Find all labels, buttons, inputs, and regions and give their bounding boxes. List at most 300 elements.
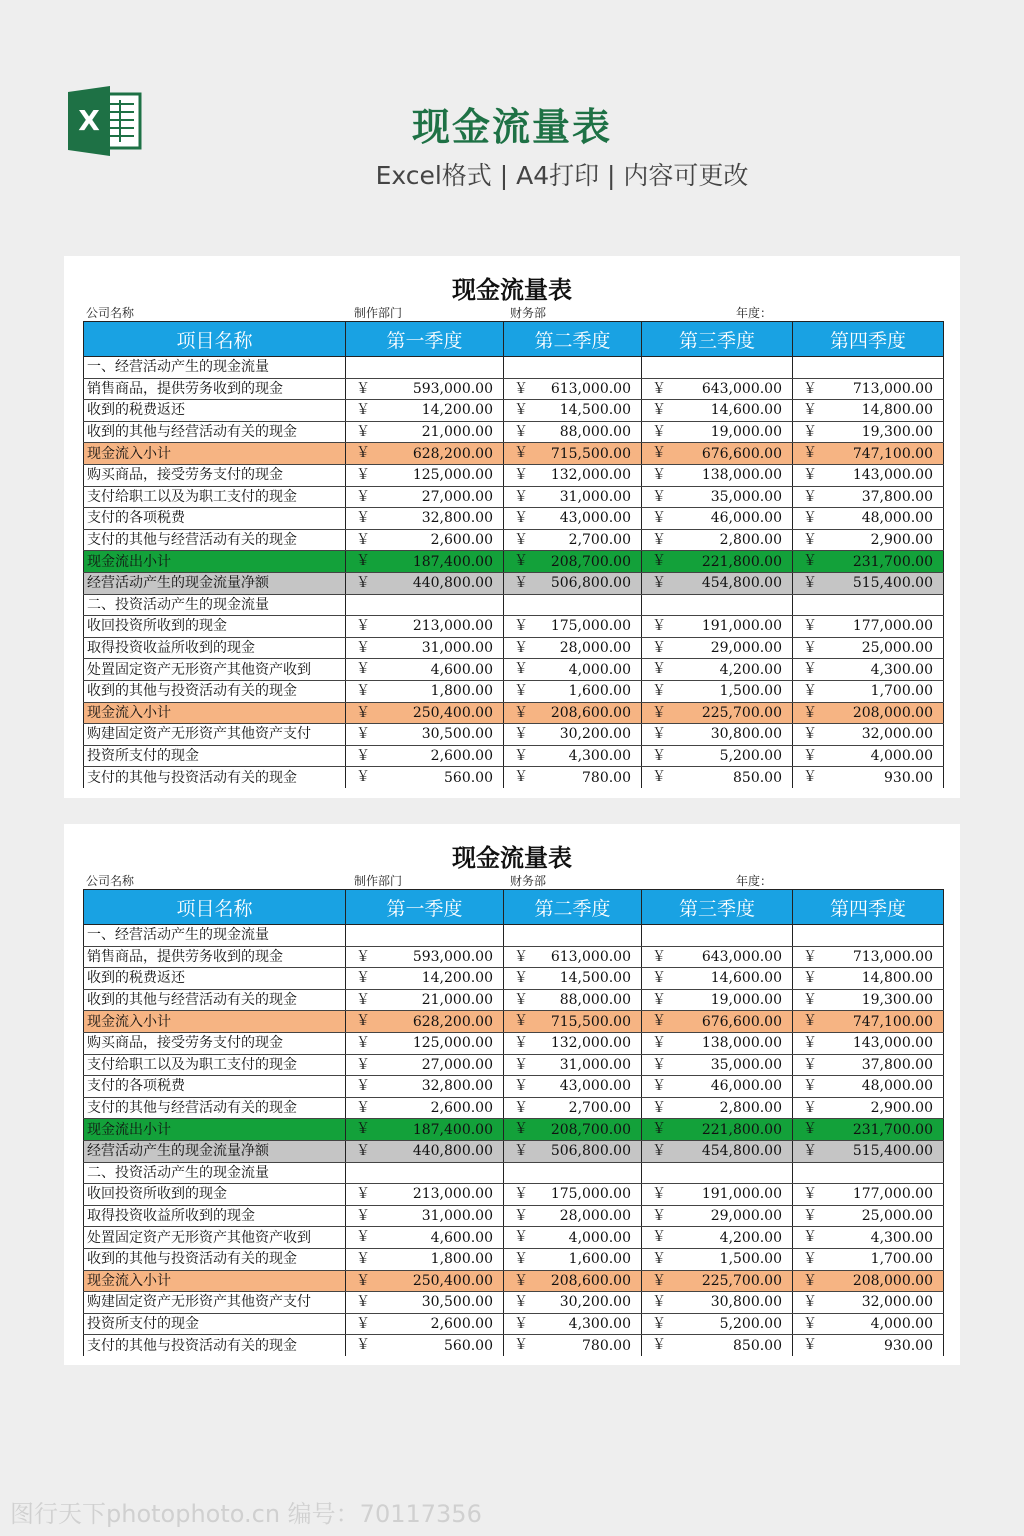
table-row [84, 529, 944, 551]
header-row [84, 322, 944, 357]
row-label: 一、经营活动产生的现金流量 [84, 925, 346, 947]
amount-cell [346, 1097, 504, 1119]
amount-cell [504, 378, 642, 400]
amount-value: 27,000.00 [421, 488, 493, 505]
amount-value: 175,000.00 [550, 618, 631, 635]
amount-value: 208,000.00 [852, 704, 933, 721]
amount-cell [793, 946, 944, 968]
amount-cell [346, 946, 504, 968]
row-label: 购建固定资产无形资产其他资产支付 [84, 724, 346, 746]
amount-value: 4,000.00 [568, 661, 631, 678]
row-label: 销售商品，提供劳务收到的现金 [84, 378, 346, 400]
amount-value: 143,000.00 [852, 467, 933, 484]
amount-value: 1,500.00 [719, 683, 782, 700]
amount-cell [504, 702, 642, 724]
amount-value: 28,000.00 [559, 640, 631, 657]
currency-symbol: ￥ [803, 1337, 817, 1354]
amount-cell [504, 529, 642, 551]
currency-symbol: ￥ [652, 682, 666, 699]
table-header [84, 890, 944, 925]
sheet-preview-2 [64, 824, 960, 1365]
row-label: 购建固定资产无形资产其他资产支付 [84, 1292, 346, 1314]
row-label: 现金流入小计 [84, 1270, 346, 1292]
amount-value: 506,800.00 [550, 575, 631, 592]
currency-symbol: ￥ [514, 618, 528, 635]
amount-value: 30,200.00 [559, 726, 631, 743]
currency-symbol: ￥ [514, 1034, 528, 1051]
amount-value: 14,800.00 [861, 402, 933, 419]
amount-cell [504, 1097, 642, 1119]
currency-symbol: ￥ [803, 531, 817, 548]
amount-cell [793, 616, 944, 638]
row-label: 购买商品，接受劳务支付的现金 [84, 464, 346, 486]
currency-symbol: ￥ [803, 661, 817, 678]
currency-symbol: ￥ [803, 466, 817, 483]
amount-value: 48,000.00 [861, 510, 933, 527]
amount-cell [346, 1227, 504, 1249]
amount-cell [793, 421, 944, 443]
currency-symbol: ￥ [356, 639, 370, 656]
amount-value: 2,900.00 [870, 1100, 933, 1117]
amount-value: 2,600.00 [430, 1315, 493, 1332]
amount-value: 19,000.00 [710, 424, 782, 441]
amount-value: 4,300.00 [568, 1315, 631, 1332]
currency-symbol: ￥ [803, 1294, 817, 1311]
amount-cell [346, 1205, 504, 1227]
amount-cell [346, 594, 504, 616]
amount-value: 88,000.00 [559, 992, 631, 1009]
amount-cell [346, 1140, 504, 1162]
amount-cell [504, 551, 642, 573]
currency-symbol: ￥ [356, 1142, 370, 1159]
currency-symbol: ￥ [652, 726, 666, 743]
amount-value: 187,400.00 [412, 1121, 493, 1138]
amount-value: 628,200.00 [412, 1013, 493, 1030]
table-row [84, 572, 944, 594]
amount-cell [346, 680, 504, 702]
amount-cell [793, 400, 944, 422]
amount-cell [642, 1011, 793, 1033]
currency-symbol: ￥ [652, 1337, 666, 1354]
currency-symbol: ￥ [356, 1099, 370, 1116]
currency-symbol: ￥ [514, 1056, 528, 1073]
amount-value: 21,000.00 [421, 424, 493, 441]
amount-value: 747,100.00 [852, 1013, 933, 1030]
amount-value: 143,000.00 [852, 1035, 933, 1052]
row-label: 收到的其他与投资活动有关的现金 [84, 680, 346, 702]
amount-value: 930.00 [884, 769, 933, 786]
meta-company: 公司名称 [86, 874, 135, 888]
currency-symbol: ￥ [803, 618, 817, 635]
row-label: 收到的其他与经营活动有关的现金 [84, 421, 346, 443]
table-row [84, 357, 944, 379]
amount-cell [504, 946, 642, 968]
row-label: 收到的其他与经营活动有关的现金 [84, 989, 346, 1011]
row-label: 投资所支付的现金 [84, 1313, 346, 1335]
currency-symbol: ￥ [356, 402, 370, 419]
currency-symbol: ￥ [356, 574, 370, 591]
currency-symbol: ￥ [356, 661, 370, 678]
amount-value: 780.00 [582, 769, 631, 786]
amount-cell [346, 968, 504, 990]
currency-symbol: ￥ [652, 402, 666, 419]
amount-cell [504, 421, 642, 443]
amount-value: 4,000.00 [870, 1315, 933, 1332]
amount-value: 125,000.00 [412, 467, 493, 484]
amount-cell [793, 702, 944, 724]
amount-cell [793, 1335, 944, 1357]
row-label: 购买商品，接受劳务支付的现金 [84, 1032, 346, 1054]
amount-cell [346, 724, 504, 746]
currency-symbol: ￥ [803, 1099, 817, 1116]
row-label: 支付的各项税费 [84, 508, 346, 530]
amount-cell [793, 1032, 944, 1054]
amount-value: 5,200.00 [719, 1315, 782, 1332]
amount-value: 14,200.00 [421, 402, 493, 419]
amount-cell [504, 745, 642, 767]
currency-symbol: ￥ [356, 1315, 370, 1332]
amount-value: 208,700.00 [550, 1121, 631, 1138]
amount-value: 713,000.00 [852, 380, 933, 397]
amount-value: 4,600.00 [430, 661, 493, 678]
currency-symbol: ￥ [803, 1078, 817, 1095]
column-item-name-header: 项目名称 [84, 890, 346, 925]
amount-value: 676,600.00 [701, 1013, 782, 1030]
currency-symbol: ￥ [803, 1121, 817, 1138]
currency-symbol: ￥ [514, 682, 528, 699]
amount-cell [504, 1011, 642, 1033]
amount-cell [346, 1248, 504, 1270]
amount-cell [793, 1140, 944, 1162]
currency-symbol: ￥ [356, 531, 370, 548]
currency-symbol: ￥ [652, 948, 666, 965]
page-title: 现金流量表 [411, 105, 612, 149]
amount-cell [346, 1119, 504, 1141]
currency-symbol: ￥ [514, 445, 528, 462]
amount-value: 46,000.00 [710, 510, 782, 527]
amount-cell [642, 1313, 793, 1335]
amount-value: 2,700.00 [568, 532, 631, 549]
amount-value: 1,700.00 [870, 1251, 933, 1268]
amount-value: 125,000.00 [412, 1035, 493, 1052]
amount-value: 515,400.00 [852, 575, 933, 592]
amount-cell [504, 1184, 642, 1206]
amount-value: 19,300.00 [861, 992, 933, 1009]
table-row [84, 464, 944, 486]
amount-value: 32,800.00 [421, 510, 493, 527]
amount-value: 231,700.00 [852, 553, 933, 570]
amount-value: 35,000.00 [710, 1056, 782, 1073]
amount-value: 1,600.00 [568, 683, 631, 700]
currency-symbol: ￥ [514, 1099, 528, 1116]
amount-value: 2,600.00 [430, 1100, 493, 1117]
currency-symbol: ￥ [803, 970, 817, 987]
row-label: 收回投资所收到的现金 [84, 1184, 346, 1206]
currency-symbol: ￥ [514, 574, 528, 591]
amount-cell [793, 529, 944, 551]
amount-cell [346, 529, 504, 551]
amount-cell [346, 616, 504, 638]
currency-symbol: ￥ [803, 1034, 817, 1051]
currency-symbol: ￥ [803, 445, 817, 462]
amount-value: 21,000.00 [421, 992, 493, 1009]
amount-value: 2,600.00 [430, 532, 493, 549]
currency-symbol: ￥ [652, 1142, 666, 1159]
amount-value: 506,800.00 [550, 1143, 631, 1160]
amount-cell [346, 1054, 504, 1076]
amount-cell [642, 1140, 793, 1162]
currency-symbol: ￥ [652, 1250, 666, 1267]
amount-value: 4,300.00 [870, 661, 933, 678]
table-row [84, 989, 944, 1011]
amount-cell [793, 1076, 944, 1098]
amount-value: 31,000.00 [559, 488, 631, 505]
amount-cell [504, 1162, 642, 1184]
row-label: 现金流入小计 [84, 1011, 346, 1033]
amount-cell [346, 508, 504, 530]
currency-symbol: ￥ [803, 1186, 817, 1203]
amount-cell [346, 637, 504, 659]
table-row [84, 659, 944, 681]
amount-cell [642, 486, 793, 508]
currency-symbol: ￥ [803, 704, 817, 721]
table-row [84, 486, 944, 508]
amount-value: 25,000.00 [861, 640, 933, 657]
amount-cell [642, 1097, 793, 1119]
currency-symbol: ￥ [514, 1294, 528, 1311]
amount-cell [346, 745, 504, 767]
amount-cell [793, 1205, 944, 1227]
currency-symbol: ￥ [652, 574, 666, 591]
row-label: 支付的其他与投资活动有关的现金 [84, 1335, 346, 1357]
amount-value: 175,000.00 [550, 1186, 631, 1203]
amount-cell [346, 1011, 504, 1033]
amount-cell [642, 1292, 793, 1314]
currency-symbol: ￥ [356, 423, 370, 440]
amount-value: 31,000.00 [559, 1056, 631, 1073]
amount-cell [793, 637, 944, 659]
amount-value: 2,800.00 [719, 532, 782, 549]
currency-symbol: ￥ [356, 1207, 370, 1224]
amount-value: 221,800.00 [701, 553, 782, 570]
amount-cell [793, 767, 944, 789]
row-label: 现金流出小计 [84, 1119, 346, 1141]
currency-symbol: ￥ [652, 553, 666, 570]
amount-cell [642, 1032, 793, 1054]
currency-symbol: ￥ [652, 1013, 666, 1030]
amount-cell [346, 1335, 504, 1357]
currency-symbol: ￥ [652, 1121, 666, 1138]
currency-symbol: ￥ [652, 423, 666, 440]
table-row [84, 680, 944, 702]
currency-symbol: ￥ [652, 1186, 666, 1203]
amount-value: 14,800.00 [861, 970, 933, 987]
meta-year: 年度： [736, 306, 773, 320]
amount-value: 138,000.00 [701, 1035, 782, 1052]
amount-cell [642, 1119, 793, 1141]
amount-value: 132,000.00 [550, 467, 631, 484]
meta-dept: 制作部门 [354, 306, 403, 320]
row-label: 现金流入小计 [84, 702, 346, 724]
amount-cell [346, 767, 504, 789]
table-row [84, 946, 944, 968]
table-row [84, 594, 944, 616]
currency-symbol: ￥ [514, 661, 528, 678]
row-label: 一、经营活动产生的现金流量 [84, 357, 346, 379]
amount-cell [504, 572, 642, 594]
amount-value: 27,000.00 [421, 1056, 493, 1073]
amount-value: 850.00 [733, 1337, 782, 1354]
amount-cell [793, 724, 944, 746]
amount-value: 628,200.00 [412, 445, 493, 462]
currency-symbol: ￥ [356, 1229, 370, 1246]
header-row [84, 890, 944, 925]
amount-value: 14,600.00 [710, 970, 782, 987]
currency-symbol: ￥ [356, 510, 370, 527]
amount-cell [642, 1162, 793, 1184]
currency-symbol: ￥ [356, 1272, 370, 1289]
amount-cell [504, 1248, 642, 1270]
amount-value: 231,700.00 [852, 1121, 933, 1138]
currency-symbol: ￥ [514, 970, 528, 987]
currency-symbol: ￥ [356, 1056, 370, 1073]
amount-cell [793, 1227, 944, 1249]
amount-value: 29,000.00 [710, 640, 782, 657]
table-row [84, 1248, 944, 1270]
currency-symbol: ￥ [514, 639, 528, 656]
amount-cell [504, 1205, 642, 1227]
currency-symbol: ￥ [356, 1013, 370, 1030]
row-label: 处置固定资产无形资产其他资产收到 [84, 1227, 346, 1249]
currency-symbol: ￥ [803, 1272, 817, 1289]
currency-symbol: ￥ [356, 704, 370, 721]
table-row [84, 616, 944, 638]
column-q1-header: 第一季度 [346, 890, 504, 925]
amount-cell [346, 1076, 504, 1098]
amount-cell [793, 551, 944, 573]
currency-symbol: ￥ [652, 618, 666, 635]
amount-value: 250,400.00 [412, 704, 493, 721]
currency-symbol: ￥ [514, 402, 528, 419]
amount-cell [642, 357, 793, 379]
amount-value: 4,200.00 [719, 1229, 782, 1246]
currency-symbol: ￥ [652, 488, 666, 505]
amount-value: 2,600.00 [430, 747, 493, 764]
amount-cell [642, 572, 793, 594]
table-row [84, 767, 944, 789]
currency-symbol: ￥ [514, 1142, 528, 1159]
amount-cell [642, 529, 793, 551]
amount-cell [346, 421, 504, 443]
row-label: 取得投资收益所收到的现金 [84, 637, 346, 659]
amount-value: 1,500.00 [719, 1251, 782, 1268]
meta-dept: 制作部门 [354, 874, 403, 888]
amount-cell [346, 486, 504, 508]
amount-cell [793, 357, 944, 379]
amount-value: 613,000.00 [550, 948, 631, 965]
amount-value: 35,000.00 [710, 488, 782, 505]
amount-cell [793, 1054, 944, 1076]
table-row [84, 1313, 944, 1335]
amount-value: 191,000.00 [701, 618, 782, 635]
amount-cell [346, 1162, 504, 1184]
currency-symbol: ￥ [514, 1186, 528, 1203]
amount-value: 14,500.00 [559, 402, 631, 419]
row-label: 支付的其他与投资活动有关的现金 [84, 767, 346, 789]
sheet-title: 现金流量表 [452, 275, 572, 304]
currency-symbol: ￥ [803, 682, 817, 699]
amount-value: 43,000.00 [559, 510, 631, 527]
row-label: 经营活动产生的现金流量净额 [84, 572, 346, 594]
amount-cell [504, 925, 642, 947]
amount-cell [642, 594, 793, 616]
table-row [84, 724, 944, 746]
amount-cell [642, 1205, 793, 1227]
table-row [84, 702, 944, 724]
amount-value: 4,200.00 [719, 661, 782, 678]
amount-value: 32,000.00 [861, 726, 933, 743]
currency-symbol: ￥ [514, 1013, 528, 1030]
currency-symbol: ￥ [356, 1034, 370, 1051]
amount-cell [642, 421, 793, 443]
amount-value: 4,000.00 [568, 1229, 631, 1246]
currency-symbol: ￥ [803, 639, 817, 656]
column-item-name-header: 项目名称 [84, 322, 346, 357]
amount-value: 132,000.00 [550, 1035, 631, 1052]
currency-symbol: ￥ [803, 1229, 817, 1246]
column-q4-header: 第四季度 [793, 890, 944, 925]
currency-symbol: ￥ [803, 553, 817, 570]
row-label: 支付给职工以及为职工支付的现金 [84, 486, 346, 508]
amount-cell [642, 680, 793, 702]
amount-cell [504, 1032, 642, 1054]
amount-cell [793, 1097, 944, 1119]
amount-cell [346, 1184, 504, 1206]
amount-value: 221,800.00 [701, 1121, 782, 1138]
currency-symbol: ￥ [514, 1078, 528, 1095]
amount-value: 46,000.00 [710, 1078, 782, 1095]
row-label: 收到的其他与投资活动有关的现金 [84, 1248, 346, 1270]
table-row [84, 551, 944, 573]
amount-cell [504, 594, 642, 616]
currency-symbol: ￥ [803, 574, 817, 591]
amount-value: 19,300.00 [861, 424, 933, 441]
amount-cell [504, 724, 642, 746]
amount-cell [504, 357, 642, 379]
currency-symbol: ￥ [356, 1337, 370, 1354]
amount-cell [793, 464, 944, 486]
currency-symbol: ￥ [356, 618, 370, 635]
amount-value: 28,000.00 [559, 1208, 631, 1225]
amount-cell [642, 946, 793, 968]
column-q2-header: 第二季度 [504, 890, 642, 925]
table-row [84, 1184, 944, 1206]
amount-cell [346, 443, 504, 465]
amount-cell [642, 400, 793, 422]
amount-value: 31,000.00 [421, 640, 493, 657]
table-row [84, 1076, 944, 1098]
amount-cell [793, 594, 944, 616]
currency-symbol: ￥ [514, 726, 528, 743]
amount-cell [793, 1292, 944, 1314]
amount-cell [793, 1119, 944, 1141]
amount-value: 454,800.00 [701, 575, 782, 592]
currency-symbol: ￥ [514, 1229, 528, 1246]
table-row [84, 400, 944, 422]
amount-value: 2,900.00 [870, 532, 933, 549]
amount-cell [346, 659, 504, 681]
amount-cell [504, 637, 642, 659]
